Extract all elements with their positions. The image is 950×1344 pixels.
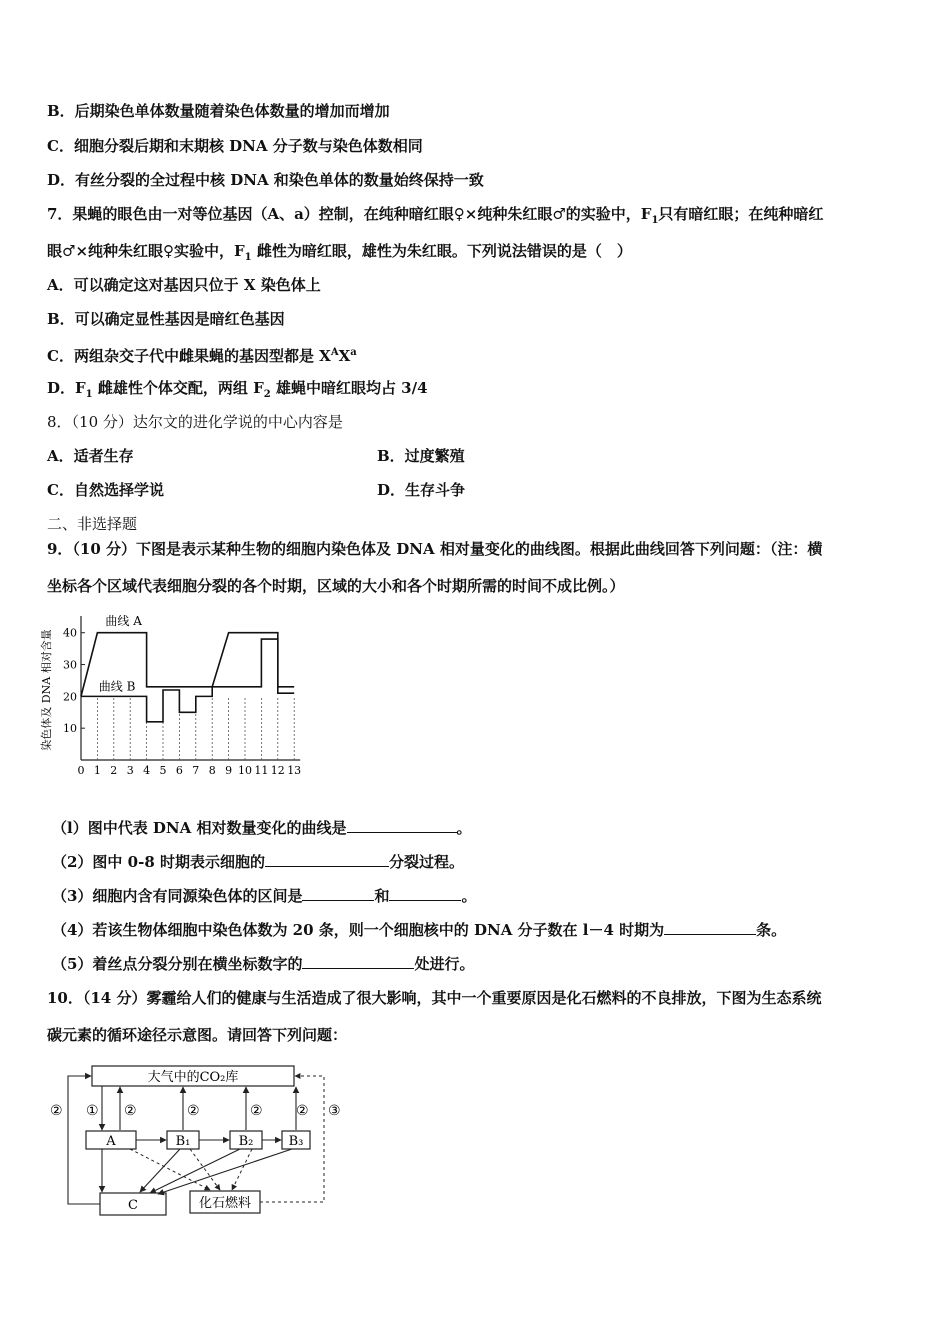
q9-sub4: （4）若该生物体细胞中染色体数为 20 条，则一个细胞核中的 DNA 分子数在 l－4 时期为 条。	[52, 921, 787, 939]
x-tick-label: 0	[77, 764, 85, 777]
q6-option-b: B．后期染色单体数量随着染色体数量的增加而增加	[47, 102, 390, 120]
x-tick-label: 9	[225, 764, 233, 777]
answer-blank[interactable]	[302, 954, 414, 969]
answer-blank[interactable]	[347, 818, 457, 833]
q8-option-d: D．生存斗争	[377, 481, 466, 499]
x-tick-label: 12	[270, 764, 285, 777]
x-tick-label: 8	[208, 764, 216, 777]
q7-option-a: A．可以确定这对基因只位于 X 染色体上	[47, 276, 321, 294]
q8-option-a: A．适者生存	[47, 447, 134, 465]
q6-option-d: D．有丝分裂的全过程中核 DNA 和染色单体的数量始终保持一致	[47, 171, 484, 189]
y-tick-label: 30	[63, 658, 77, 672]
arrow-b1-to-c	[140, 1149, 180, 1192]
x-tick-label: 11	[254, 764, 269, 777]
carbon-cycle-diagram	[40, 1060, 370, 1225]
x-tick-label: 1	[93, 764, 101, 777]
node-b3-label: B₃	[288, 1134, 304, 1149]
node-b2-label: B₂	[238, 1134, 254, 1149]
y-tick-label: 40	[63, 626, 77, 640]
x-tick-label: 5	[159, 764, 167, 777]
q10-stem-line1: 10．（14 分）雾霾给人们的健康与生活造成了很大影响，其中一个重要原因是化石燃料的不良排放，下图为生态系统	[47, 989, 822, 1007]
label-3: ③	[328, 1103, 341, 1119]
y-tick-label: 10	[63, 722, 77, 736]
q10-stem-line2: 碳元素的循环途径示意图。请回答下列问题：	[47, 1026, 348, 1044]
q7-option-c: C．两组杂交子代中雌果蝇的基因型都是 $X^AX^a$	[47, 347, 357, 365]
q9-sub2: （2）图中 0-8 时期表示细胞的 分裂过程。	[52, 853, 464, 871]
curve-a-label: 曲线 A	[105, 613, 142, 628]
label-1: ①	[86, 1103, 99, 1119]
q7-stem-line2: 眼♂×纯种朱红眼♀实验中，$F_1$ 雌性为暗红眼，雄性为朱红眼。下列说法错误的是（ ）	[47, 242, 632, 263]
answer-blank[interactable]	[265, 852, 389, 867]
label-2-left: ②	[50, 1103, 63, 1119]
q9-stem-line1: 9．（10 分）下图是表示某种生物的细胞内染色体及 DNA 相对量变化的曲线图。根据此曲线回答下列问题：（注：横	[47, 540, 823, 558]
q8-stem: 8．（10 分）达尔文的进化学说的中心内容是	[47, 413, 343, 431]
q9-sub1: （l）图中代表 DNA 相对数量变化的曲线是 。	[52, 819, 472, 837]
q9-sub3: （3）细胞内含有同源染色体的区间是 和 。	[52, 887, 477, 905]
x-tick-label: 4	[143, 764, 151, 777]
q7-stem-line1: 7．果蝇的眼色由一对等位基因（A、a）控制，在纯种暗红眼♀×纯种朱红眼♂的实验中，$F_1$只有暗红眼；在纯种暗红	[47, 205, 824, 226]
section-heading: 二、非选择题	[47, 515, 138, 533]
arrow-b1-to-fossil	[190, 1149, 220, 1190]
q9-sub5: （5）着丝点分裂分别在横坐标数字的 处进行。	[52, 955, 475, 973]
x-tick-label: 13	[287, 764, 302, 777]
q7-option-b: B．可以确定显性基因是暗红色基因	[47, 310, 285, 328]
arrow-b2-to-fossil	[232, 1149, 252, 1190]
arrow-c-to-atm	[68, 1076, 100, 1204]
x-tick-label: 7	[192, 764, 200, 777]
label-2-b1: ②	[187, 1103, 200, 1119]
atmosphere-label: 大气中的CO₂库	[147, 1070, 239, 1085]
label-2-b2: ②	[250, 1103, 263, 1119]
q8-option-b: B．过度繁殖	[377, 447, 465, 465]
x-tick-label: 10	[238, 764, 252, 777]
node-c-label: C	[128, 1198, 138, 1213]
y-axis-label: 染色体及 DNA 相对含量	[40, 629, 53, 751]
answer-blank[interactable]	[302, 886, 374, 901]
label-2-b3: ②	[296, 1103, 309, 1119]
q6-option-c: C．细胞分裂后期和末期核 DNA 分子数与染色体数相同	[47, 137, 423, 155]
node-b1-label: B₁	[175, 1134, 191, 1149]
answer-blank[interactable]	[389, 886, 461, 901]
label-2-a: ②	[124, 1103, 137, 1119]
chromosome-dna-chart	[40, 610, 370, 785]
y-tick-label: 20	[63, 690, 77, 704]
curve-b-label: 曲线 B	[98, 679, 136, 694]
x-tick-label: 3	[126, 764, 134, 777]
node-a-label: A	[106, 1134, 116, 1149]
answer-blank[interactable]	[664, 920, 756, 935]
q9-stem-line2: 坐标各个区域代表细胞分裂的各个时期，区域的大小和各个时期所需的时间不成比例。）	[47, 577, 625, 595]
q8-option-c: C．自然选择学说	[47, 481, 164, 499]
x-tick-label: 6	[175, 764, 183, 777]
q7-option-d: D．$F_1$ 雌雄性个体交配，两组 $F_2$ 雄蝇中暗红眼均占 3/4	[47, 379, 428, 400]
node-fossil-label: 化石燃料	[198, 1196, 252, 1211]
x-tick-label: 2	[110, 764, 118, 777]
